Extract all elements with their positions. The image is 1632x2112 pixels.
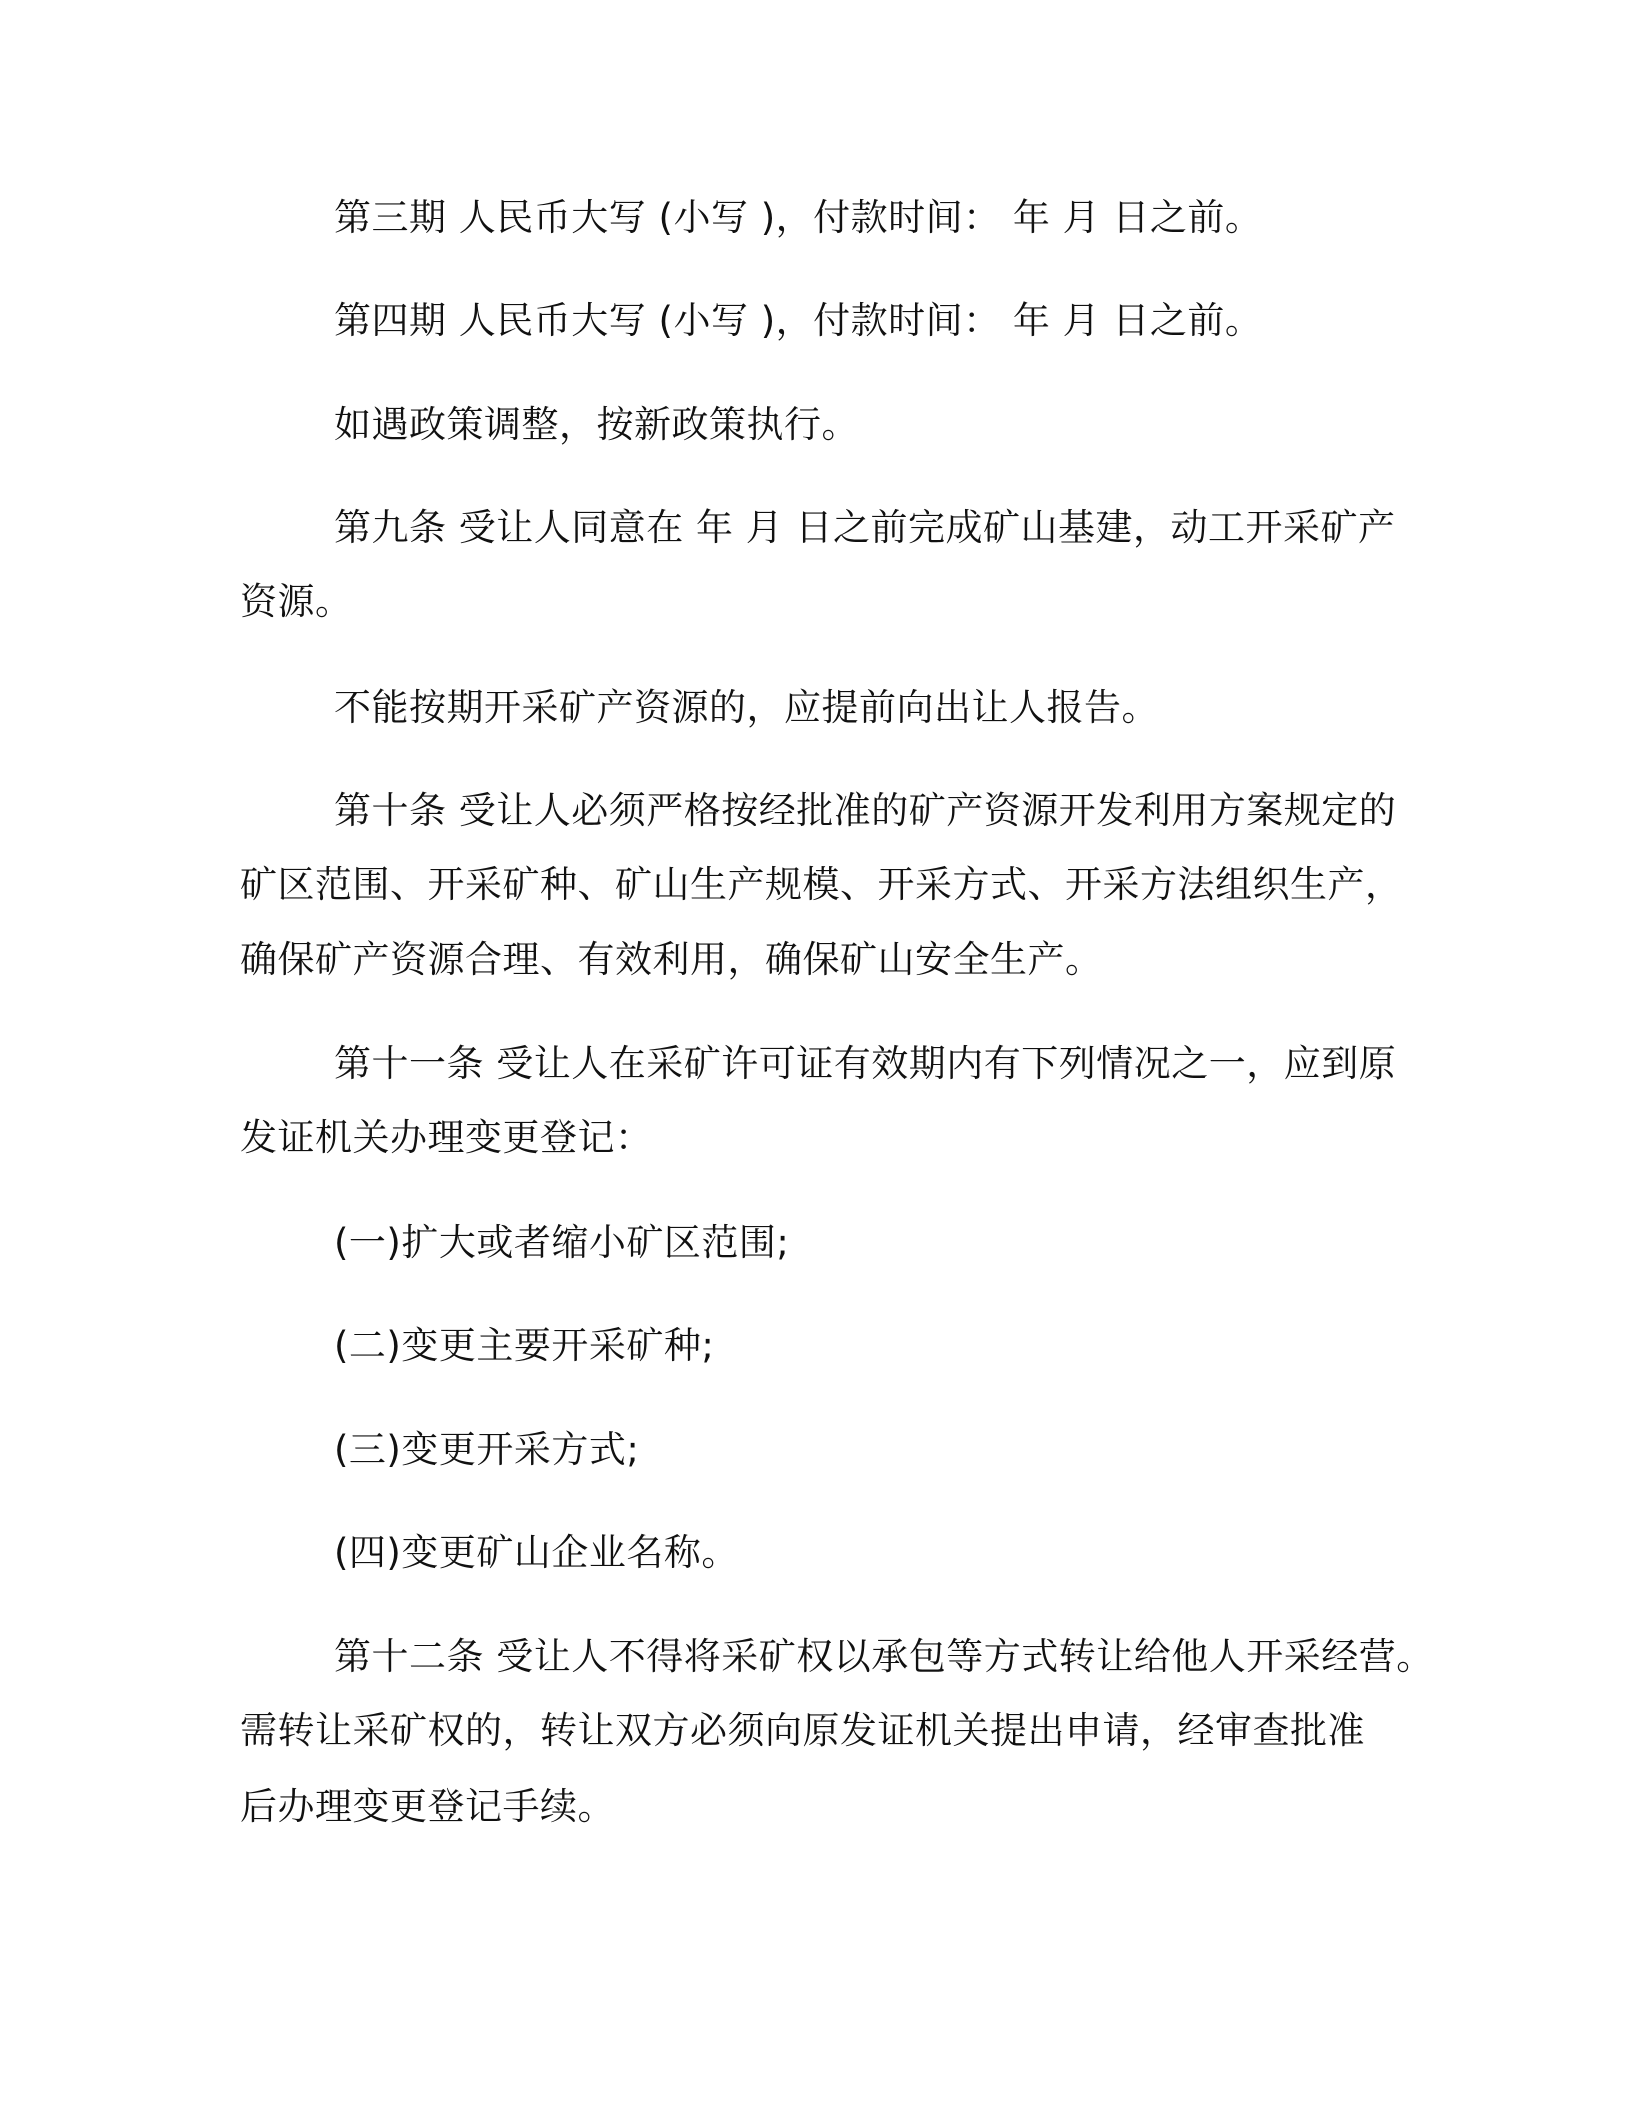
list-item: (四)变更矿山企业名称。 [334, 1531, 739, 1574]
text-line: 第十一条 受让人在采矿许可证有效期内有下列情况之一，应到原 [334, 1042, 1397, 1085]
text-line: 后办理变更登记手续。 [240, 1785, 615, 1828]
text-line: 发证机关办理变更登记： [240, 1116, 653, 1159]
list-item: (一)扩大或者缩小矿区范围; [334, 1221, 790, 1264]
text-line: 第十条 受让人必须严格按经批准的矿产资源开发利用方案规定的 [334, 789, 1397, 832]
text-line: 需转让采矿权的，转让双方必须向原发证机关提出申请，经审查批准 [240, 1709, 1365, 1752]
text-line: 确保矿产资源合理、有效利用，确保矿山安全生产。 [240, 938, 1103, 981]
text-line: 第十二条 受让人不得将采矿权以承包等方式转让给他人开采经营。 [334, 1635, 1434, 1678]
text-line: 不能按期开采矿产资源的，应提前向出让人报告。 [334, 686, 1159, 729]
list-item: (三)变更开采方式; [334, 1428, 640, 1471]
text-line: 第三期 人民币大写 (小写 )，付款时间： 年 月 日之前。 [334, 196, 1263, 239]
text-line: 如遇政策调整，按新政策执行。 [334, 403, 859, 446]
text-line: 资源。 [240, 580, 353, 623]
text-line: 矿区范围、开采矿种、矿山生产规模、开采方式、开采方法组织生产， [240, 863, 1403, 906]
text-line: 第九条 受让人同意在 年 月 日之前完成矿山基建，动工开采矿产 [334, 506, 1396, 549]
text-line: 第四期 人民币大写 (小写 )，付款时间： 年 月 日之前。 [334, 299, 1263, 342]
list-item: (二)变更主要开采矿种; [334, 1324, 715, 1367]
